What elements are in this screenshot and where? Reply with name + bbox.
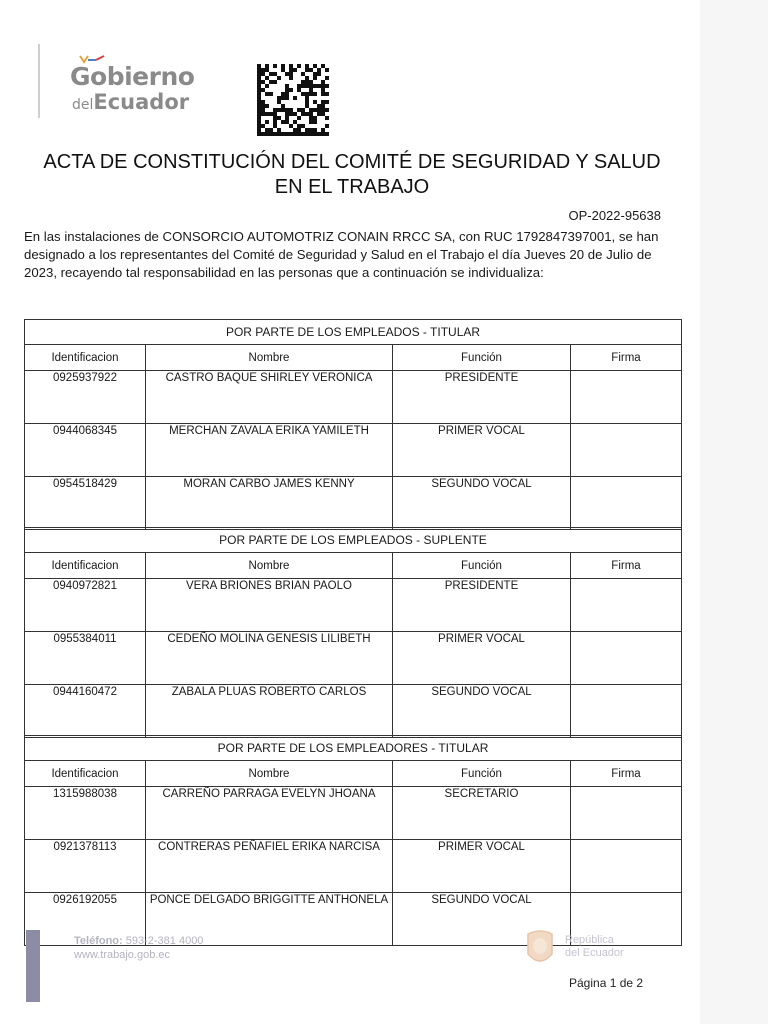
- phone-label: Teléfono:: [74, 935, 123, 947]
- members-table: [25, 553, 681, 737]
- cell-id: 0954518429: [25, 477, 146, 530]
- cell-signature: [571, 840, 682, 893]
- cell-name: MORAN CARBO JAMES KENNY: [146, 477, 393, 530]
- col-header-id: Identificacion: [25, 553, 146, 579]
- table-row: [25, 685, 681, 738]
- footer-accent-bar: [26, 930, 40, 1002]
- phone-number: 593-2-381 4000: [125, 935, 204, 947]
- cell-role: PRIMER VOCAL: [393, 632, 571, 685]
- republica-ecuador-text: República del Ecuador: [565, 934, 624, 959]
- section-title: POR PARTE DE LOS EMPLEADOS - SUPLENTE: [25, 528, 681, 553]
- cell-name: PONCE DELGADO BRIGGITTE ANTHONELA: [146, 893, 393, 946]
- table-row: [25, 840, 681, 893]
- page-edge-shadow: [700, 0, 768, 1024]
- header-divider: [38, 44, 40, 118]
- page-indicator: Página 1 de 2: [569, 976, 644, 990]
- cell-signature: [571, 787, 682, 840]
- cell-role: PRESIDENTE: [393, 371, 571, 424]
- footer-contact: [74, 934, 203, 962]
- col-header-role: Función: [393, 761, 571, 787]
- table-row: [25, 632, 681, 685]
- col-header-role: Función: [393, 553, 571, 579]
- cell-role: PRESIDENTE: [393, 579, 571, 632]
- cell-signature: [571, 579, 682, 632]
- col-header-name: Nombre: [146, 345, 393, 371]
- section-title: POR PARTE DE LOS EMPLEADORES - TITULAR: [25, 736, 681, 761]
- table-header-row: [25, 761, 681, 787]
- logo-text-ecuador: delEcuador: [72, 90, 190, 114]
- table-row: [25, 579, 681, 632]
- cell-signature: [571, 371, 682, 424]
- cell-name: CARREÑO PARRAGA EVELYN JHOANA: [146, 787, 393, 840]
- col-header-name: Nombre: [146, 553, 393, 579]
- gobierno-ecuador-logo: [66, 52, 206, 116]
- datamatrix-code-icon: [257, 64, 329, 136]
- document-title: ACTA DE CONSTITUCIÓN DEL COMITÉ DE SEGURIDAD Y SALUD EN EL TRABAJO: [43, 151, 661, 198]
- logo-text-gobierno: Gobierno: [70, 62, 195, 91]
- section-empleados-suplente: [24, 527, 682, 738]
- cell-id: 0940972821: [25, 579, 146, 632]
- col-header-name: Nombre: [146, 761, 393, 787]
- cell-name: ZABALA PLUAS ROBERTO CARLOS: [146, 685, 393, 738]
- cell-name: CONTRERAS PEÑAFIEL ERIKA NARCISA: [146, 840, 393, 893]
- website-link[interactable]: www.trabajo.gob.ec: [74, 949, 170, 961]
- table-row: [25, 477, 681, 530]
- cell-id: 0944068345: [25, 424, 146, 477]
- table-row: [25, 787, 681, 840]
- cell-id: 0926192055: [25, 893, 146, 946]
- cell-id: 0944160472: [25, 685, 146, 738]
- members-table: [25, 345, 681, 529]
- cell-name: CASTRO BAQUE SHIRLEY VERONICA: [146, 371, 393, 424]
- table-header-row: [25, 345, 681, 371]
- cell-name: CEDEÑO MOLINA GENESIS LILIBETH: [146, 632, 393, 685]
- cell-role: SEGUNDO VOCAL: [393, 685, 571, 738]
- cell-role: SEGUNDO VOCAL: [393, 893, 571, 946]
- col-header-signature: Firma: [571, 345, 682, 371]
- col-header-id: Identificacion: [25, 345, 146, 371]
- col-header-role: Función: [393, 345, 571, 371]
- intro-paragraph: En las instalaciones de CONSORCIO AUTOMOTRIZ CONAIN RRCC SA, con RUC 1792847397001, se han designado a los representantes del Comité de Seguridad y Salud en el Trabajo el día Jueves 20 de Julio de 2023, recayendo tal responsabilidad en las personas que a continuación se individualiza:: [24, 229, 659, 280]
- table-row: [25, 424, 681, 477]
- section-empleados-titular: [24, 319, 682, 530]
- cell-role: SEGUNDO VOCAL: [393, 477, 571, 530]
- col-header-signature: Firma: [571, 761, 682, 787]
- col-header-signature: Firma: [571, 553, 682, 579]
- cell-signature: [571, 424, 682, 477]
- cell-role: PRIMER VOCAL: [393, 840, 571, 893]
- col-header-id: Identificacion: [25, 761, 146, 787]
- cell-id: 0925937922: [25, 371, 146, 424]
- coat-of-arms-icon: [522, 928, 558, 972]
- members-table: [25, 761, 681, 945]
- cell-id: 1315988038: [25, 787, 146, 840]
- cell-signature: [571, 477, 682, 530]
- cell-role: SECRETARIO: [393, 787, 571, 840]
- table-header-row: [25, 553, 681, 579]
- table-row: [25, 371, 681, 424]
- cell-id: 0955384011: [25, 632, 146, 685]
- cell-role: PRIMER VOCAL: [393, 424, 571, 477]
- cell-name: MERCHAN ZAVALA ERIKA YAMILETH: [146, 424, 393, 477]
- cell-name: VERA BRIONES BRIAN PAOLO: [146, 579, 393, 632]
- cell-signature: [571, 685, 682, 738]
- cell-signature: [571, 632, 682, 685]
- cell-id: 0921378113: [25, 840, 146, 893]
- section-empleadores-titular: [24, 735, 682, 946]
- section-title: POR PARTE DE LOS EMPLEADOS - TITULAR: [25, 320, 681, 345]
- reference-number: OP-2022-95638: [568, 208, 661, 223]
